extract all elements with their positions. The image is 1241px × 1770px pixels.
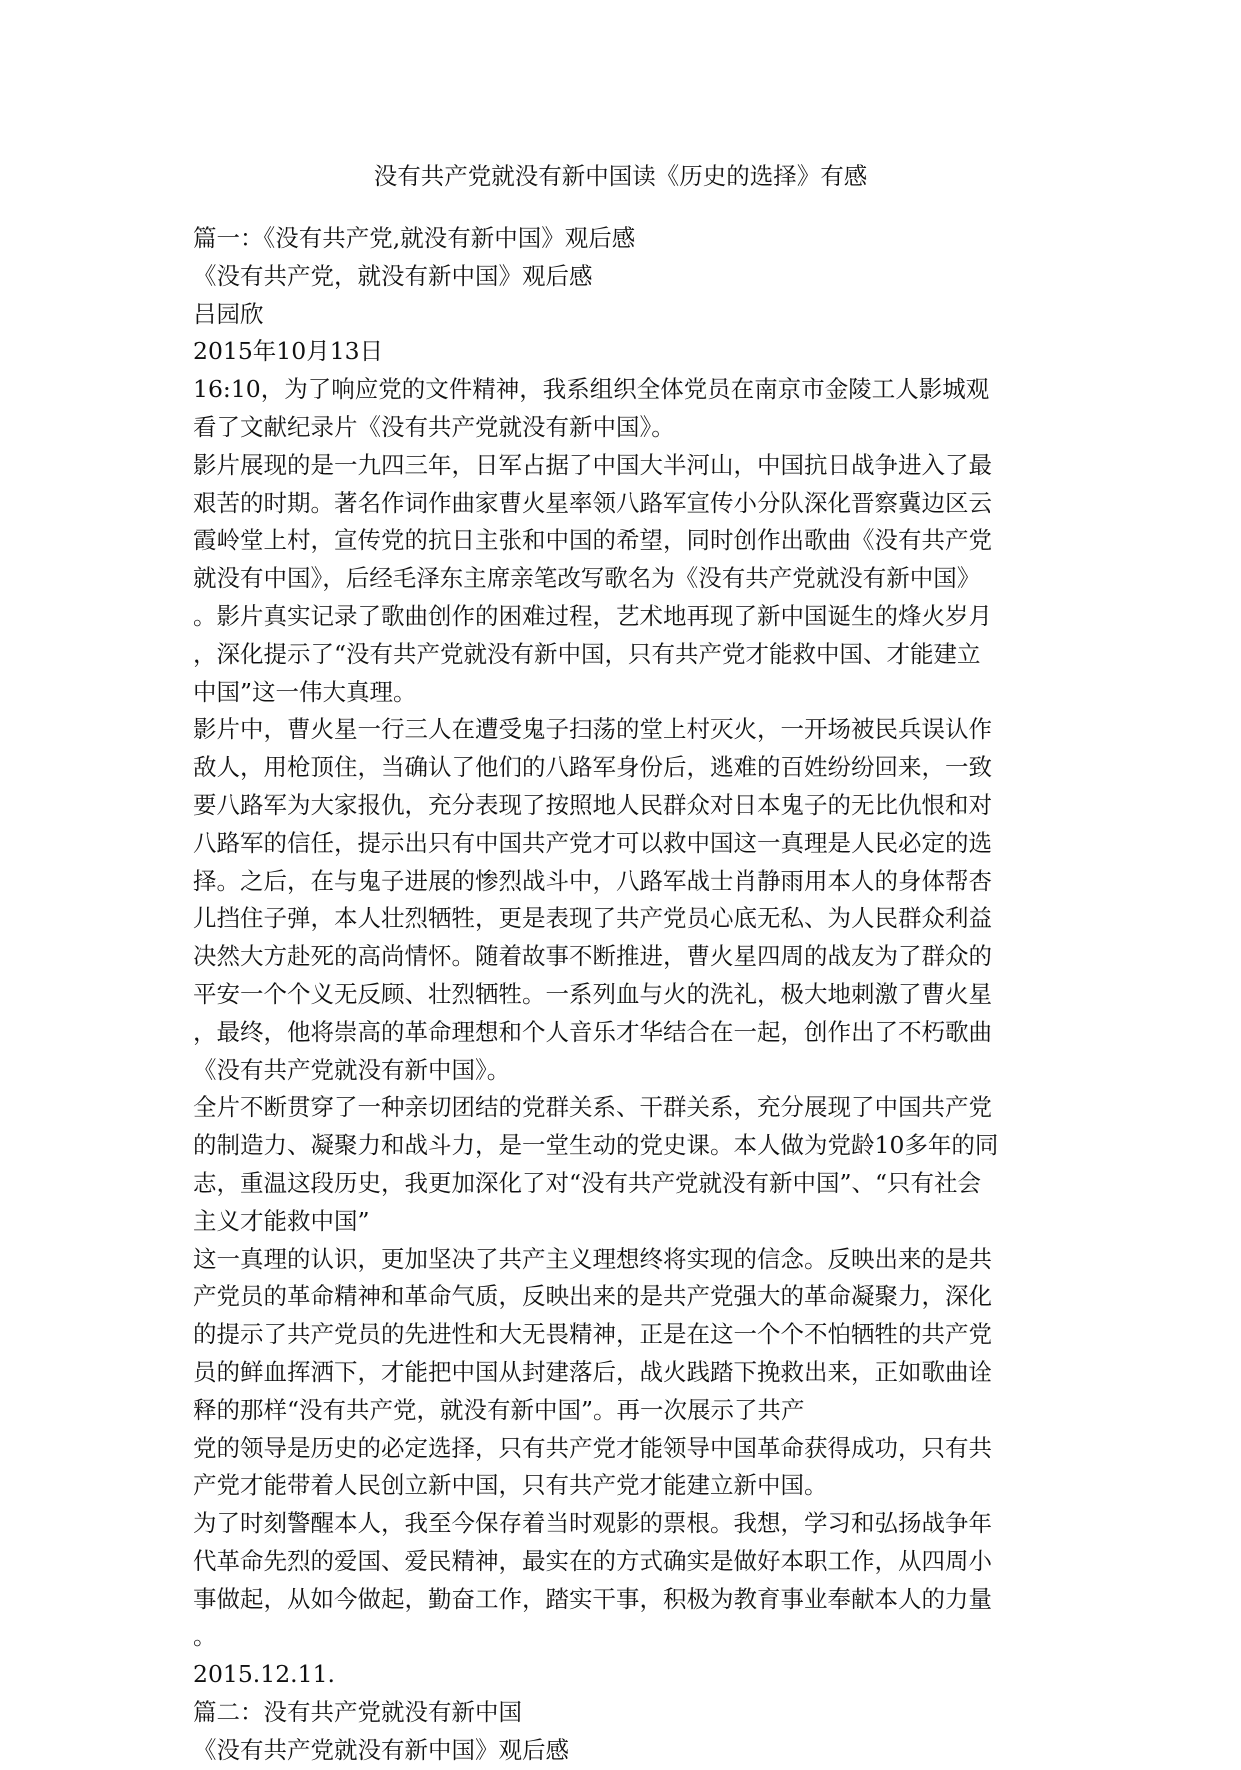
- text-line: 影片中，曹火星一行三人在遭受鬼子扫荡的堂上村灭火，一开场被民兵误认作: [193, 715, 992, 744]
- text-line: 《没有共产党，就没有新中国》观后感: [193, 261, 593, 290]
- text-line: 篇一：《没有共产党,就没有新中国》观后感: [193, 224, 636, 252]
- text-line: 影片展现的是一九四三年，日军占据了中国大半河山，中国抗日战争进入了最: [193, 450, 992, 479]
- text-line: 的制造力、凝聚力和战斗力，是一堂生动的党史课。本人做为党龄10多年的同: [193, 1131, 999, 1160]
- text-line: 志，重温这段历史，我更加深化了对“没有共产党就没有新中国”、“只有社会: [193, 1168, 982, 1197]
- text-line: 产党才能带着人民创立新中国，只有共产党才能建立新中国。: [193, 1471, 828, 1500]
- document-title: 没有共产党就没有新中国读《历史的选择》有感: [373, 162, 868, 190]
- text-line: 员的鲜血挥洒下，才能把中国从封建落后，战火践踏下挽救出来，正如歌曲诠: [193, 1357, 992, 1386]
- text-line: 为了时刻警醒本人，我至今保存着当时观影的票根。我想，学习和弘扬战争年: [193, 1509, 992, 1538]
- text-line: 艰苦的时期。著名作词作曲家曹火星率领八路军宣传小分队深化晋察冀边区云: [193, 488, 992, 517]
- text-line: 释的那样“没有共产党，就没有新中国”。再一次展示了共产: [193, 1395, 805, 1424]
- text-line: 吕园欣: [193, 299, 264, 328]
- text-line: 篇二：没有共产党就没有新中国: [193, 1698, 522, 1727]
- document-body: [193, 220, 1053, 1770]
- text-line: 代革命先烈的爱国、爱民精神，最实在的方式确实是做好本职工作，从四周小: [193, 1546, 992, 1575]
- text-line: ，深化提示了“没有共产党就没有新中国，只有共产党才能救中国、才能建立: [193, 639, 981, 668]
- text-line: 敌人，用枪顶住，当确认了他们的八路军身份后，逃难的百姓纷纷回来，一致: [193, 753, 992, 782]
- text-line: ，最终，他将崇高的革命理想和个人音乐才华结合在一起，创作出了不朽歌曲: [193, 1017, 992, 1046]
- text-line: 的提示了共产党员的先进性和大无畏精神，正是在这一个个不怕牺牲的共产党: [193, 1320, 992, 1349]
- text-line: 《没有共产党就没有新中国》。: [193, 1055, 511, 1084]
- text-line: 事做起，从如今做起，勤奋工作，踏实干事，积极为教育事业奉献本人的力量: [193, 1584, 992, 1613]
- text-line: 决然大方赴死的高尚情怀。随着故事不断推进，曹火星四周的战友为了群众的: [193, 942, 992, 971]
- text-line: 16:10，为了响应党的文件精神，我系组织全体党员在南京市金陵工人影城观: [193, 375, 990, 404]
- text-line: 八路军的信任，提示出只有中国共产党才可以救中国这一真理是人民必定的选: [193, 828, 992, 857]
- text-line: 就没有中国》，后经毛泽东主席亲笔改写歌名为《没有共产党就没有新中国》: [193, 564, 981, 593]
- text-line: 看了文献纪录片《没有共产党就没有新中国》。: [193, 412, 675, 441]
- text-line: 全片不断贯穿了一种亲切团结的党群关系、干群关系，充分展现了中国共产党: [193, 1093, 992, 1122]
- text-line: 《没有共产党就没有新中国》观后感: [193, 1735, 569, 1764]
- text-line: 霞岭堂上村，宣传党的抗日主张和中国的希望，同时创作出歌曲《没有共产党: [193, 526, 992, 555]
- text-line: 主义才能救中国”: [193, 1206, 370, 1235]
- text-line: 这一真理的认识，更加坚决了共产主义理想终将实现的信念。反映出来的是共: [193, 1244, 992, 1273]
- text-line: 儿挡住子弹，本人壮烈牺牲，更是表现了共产党员心底无私、为人民群众利益: [193, 904, 992, 933]
- text-line: 产党员的革命精神和革命气质，反映出来的是共产党强大的革命凝聚力，深化: [193, 1282, 992, 1311]
- text-line: 。影片真实记录了歌曲创作的困难过程，艺术地再现了新中国诞生的烽火岁月: [193, 601, 992, 630]
- text-line: 。: [193, 1622, 217, 1651]
- text-line: 2015年10月13日: [193, 337, 384, 366]
- text-line: 择。之后，在与鬼子进展的惨烈战斗中，八路军战士肖静雨用本人的身体帮杏: [193, 866, 992, 895]
- text-line: 中国”这一伟大真理。: [193, 677, 417, 706]
- text-line: 2015.12.11.: [193, 1660, 336, 1689]
- text-line: 要八路军为大家报仇，充分表现了按照地人民群众对日本鬼子的无比仇恨和对: [193, 790, 992, 819]
- text-line: 平安一个个义无反顾、壮烈牺牲。一系列血与火的洗礼，极大地刺激了曹火星: [193, 979, 992, 1008]
- text-line: 党的领导是历史的必定选择，只有共产党才能领导中国革命获得成功，只有共: [193, 1433, 992, 1462]
